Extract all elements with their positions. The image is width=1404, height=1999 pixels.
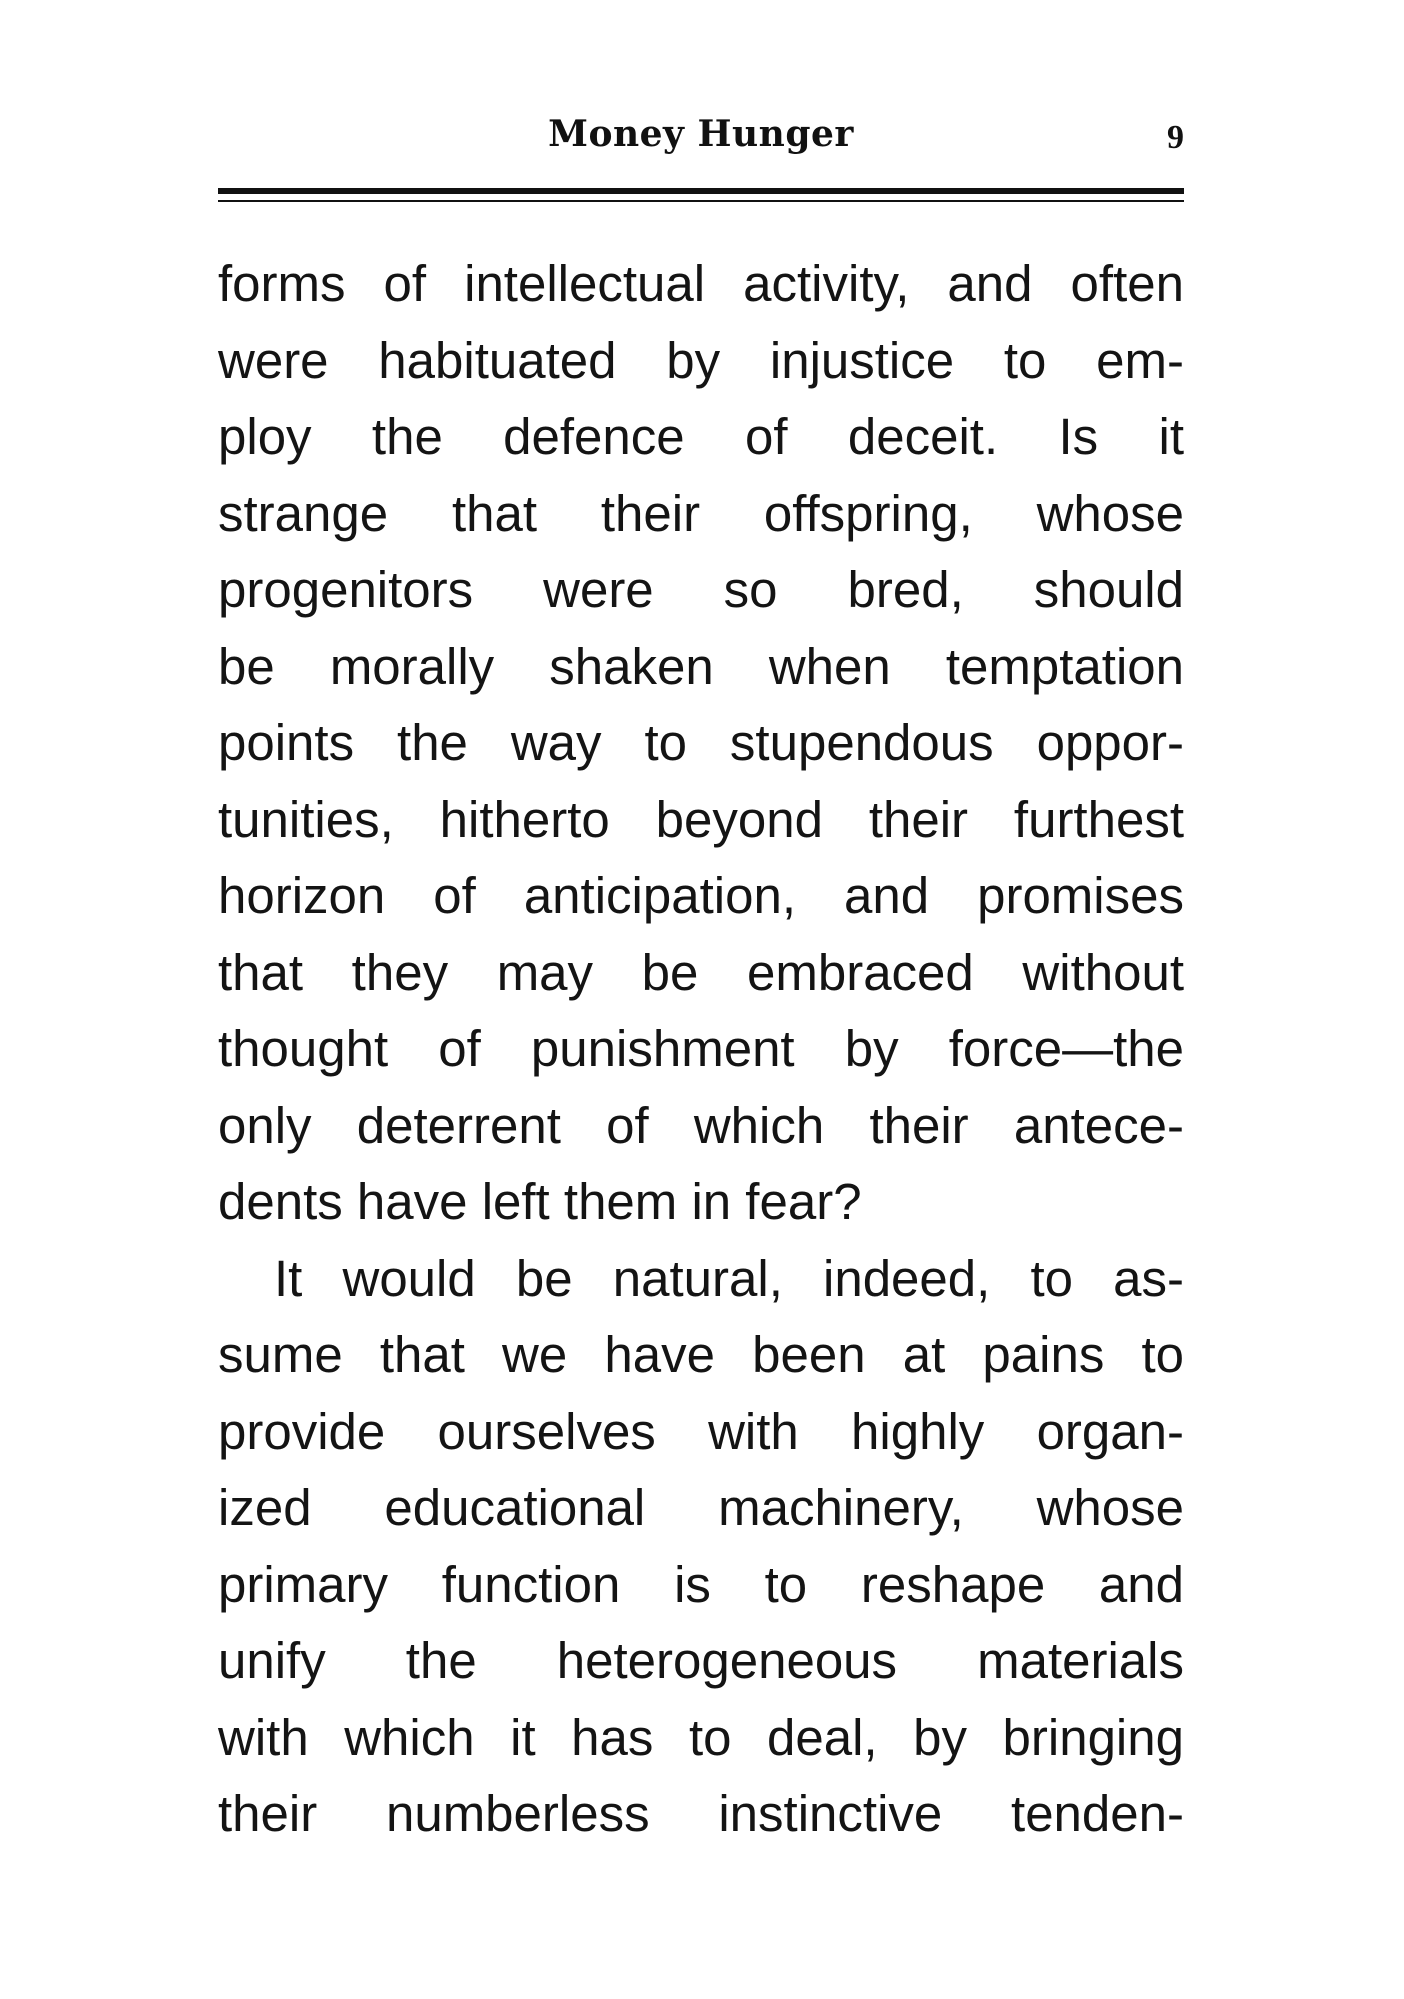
text-line: primary function is to reshape and: [218, 1555, 1184, 1613]
text-line: provide ourselves with highly organ-: [218, 1402, 1184, 1460]
text-line: only deterrent of which their antece-: [218, 1096, 1184, 1154]
text-line: their numberless instinctive tenden-: [218, 1785, 1184, 1842]
text-line: thought of punishment by force—the: [218, 1020, 1184, 1077]
header-rule-thin: [218, 200, 1184, 202]
text-line: forms of intellectual activity, and often: [218, 255, 1184, 312]
text-line: ized educational machinery, whose: [218, 1479, 1184, 1536]
text-line: horizon of anticipation, and promises: [218, 867, 1184, 924]
text-line: that they may be embraced without: [218, 943, 1184, 1001]
page-number: 9: [1167, 119, 1184, 156]
text-line: ploy the defence of deceit. Is it: [218, 408, 1184, 465]
text-line: dents have left them in fear?: [218, 1173, 862, 1230]
text-line: It would be natural, indeed, to as-: [274, 1249, 1184, 1307]
text-line: with which it has to deal, by bringing: [218, 1708, 1184, 1766]
header-rule-thick: [218, 188, 1184, 194]
text-line: progenitors were so bred, should: [218, 561, 1184, 618]
body-text: [218, 246, 1184, 1853]
text-line: were habituated by injustice to em-: [218, 331, 1184, 389]
running-title: Money Hunger: [548, 113, 854, 155]
paragraph-1: [218, 246, 1184, 1241]
text-line: unify the heterogeneous materials: [218, 1632, 1184, 1689]
text-line: tunities, hitherto beyond their furthest: [218, 790, 1184, 848]
text-line: strange that their offspring, whose: [218, 484, 1184, 542]
running-head: [218, 108, 1184, 168]
paragraph-2: [218, 1241, 1184, 1853]
text-line: be morally shaken when temptation: [218, 637, 1184, 695]
text-line: sume that we have been at pains to: [218, 1326, 1184, 1383]
text-line: points the way to stupendous oppor-: [218, 714, 1184, 771]
